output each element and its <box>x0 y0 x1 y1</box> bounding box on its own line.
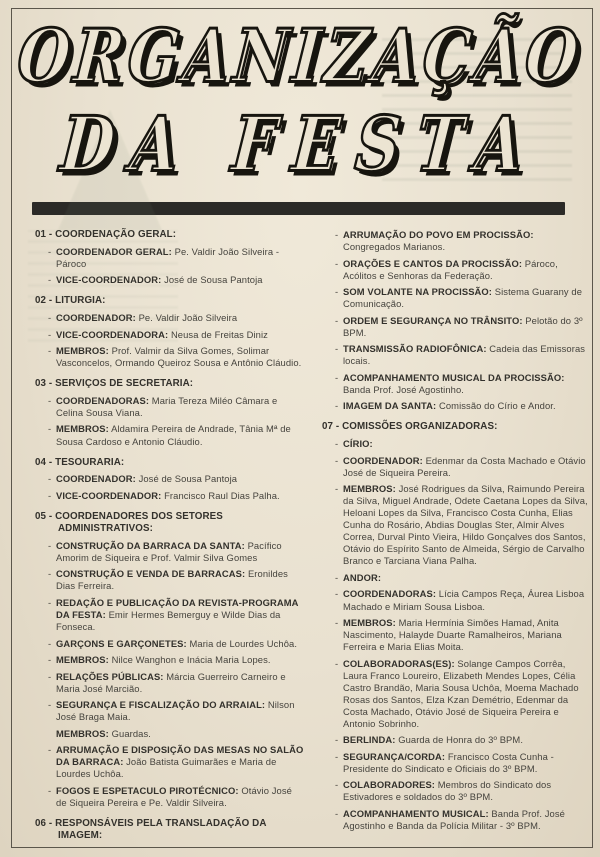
item-dash: - <box>48 637 52 649</box>
list-item <box>48 699 305 723</box>
item-dash: - <box>335 779 339 791</box>
item-dash: - <box>48 568 52 580</box>
section-title-separator: - <box>46 295 56 307</box>
item-label: VICE-COORDENADOR: <box>56 489 162 501</box>
item-dash: - <box>48 274 52 286</box>
item-label: TRANSMISSÃO RADIOFÔNICA: <box>343 343 487 355</box>
item-text: Membros do Sindicato dos Estivadores e soldados do 3º BPM. <box>343 779 552 803</box>
list-item <box>48 345 305 369</box>
section <box>35 229 305 286</box>
item-text: Edenmar da Costa Machado e Otávio José de Siqueira Pereira. <box>343 454 586 478</box>
list-item <box>48 744 305 780</box>
section-number: 02 <box>35 295 47 307</box>
section-number: 05 <box>35 510 47 522</box>
item-label: ORDEM E SEGURANÇA NO TRÂNSITO: <box>343 314 523 326</box>
item-label: COLABORADORAS(ES): <box>343 657 455 669</box>
list-item <box>48 654 305 666</box>
item-text: Congregados Marianos. <box>343 241 446 253</box>
list-item <box>48 329 305 341</box>
item-text: João Batista Guimarães e Maria de Lourdes Uchôa. <box>56 756 277 780</box>
item-dash: - <box>335 400 339 412</box>
section-title-text: COORDENADORES DOS SETORES ADMINISTRATIVOS: <box>55 510 223 535</box>
item-label: RELAÇÕES PÚBLICAS: <box>56 670 164 682</box>
item-text: Otávio José de Siqueira Pereira e Pe. Valdir Silveira. <box>56 784 292 808</box>
item-text: Guardas. <box>111 727 151 739</box>
item-text: Lícia Campos Reça, Áurea Lisboa Machado e Miriam Sousa Lisboa. <box>343 588 585 612</box>
item-label: FOGOS E ESPETACULO PIROTÉCNICO: <box>56 784 239 796</box>
item-dash: - <box>48 423 52 435</box>
item-text: Pe. Valdir João Silveira - Pároco <box>56 245 280 269</box>
section-number: 07 <box>322 421 334 433</box>
section-title <box>322 421 592 433</box>
section-items <box>48 395 305 448</box>
section-title-text: RESPONSÁVEIS PELA TRANSLADAÇÃO DA IMAGEM: <box>55 817 267 842</box>
item-dash: - <box>335 750 339 762</box>
item-dash: - <box>48 744 52 756</box>
section-title <box>35 295 305 307</box>
item-text: Comissão do Círio e Andor. <box>438 400 556 412</box>
list-item <box>335 617 592 653</box>
list-item <box>335 258 592 282</box>
item-label: CONSTRUÇÃO E VENDA DE BARRACAS: <box>56 568 246 580</box>
section <box>35 295 305 369</box>
section-title-text: COMISSÕES ORGANIZADORAS: <box>342 421 498 433</box>
item-text: Márcia Guerreiro Carneiro e Maria José Marcião. <box>56 670 286 694</box>
item-label: COORDENADOR GERAL: <box>56 245 172 257</box>
item-text: Maria Tereza Miléo Câmara e Celina Sousa Viana. <box>56 394 278 418</box>
item-dash: - <box>335 454 339 466</box>
item-label: ACOMPANHAMENTO MUSICAL: <box>343 807 489 819</box>
item-label: VICE-COORDENADORA: <box>56 328 169 340</box>
list-item <box>335 229 592 253</box>
item-label: SEGURANÇA/CORDA: <box>343 750 446 762</box>
list-item <box>48 568 305 592</box>
section-title-separator: - <box>46 229 56 240</box>
list-item <box>48 423 305 447</box>
item-dash: - <box>48 328 52 340</box>
item-text: Francisco Costa Cunha - Presidente do Sindicato e Oficiais do 3º BPM. <box>343 750 554 774</box>
right-column <box>322 224 592 844</box>
item-label: ARRUMAÇÃO DO POVO EM PROCISSÃO: <box>343 229 534 240</box>
section <box>35 511 305 809</box>
item-dash: - <box>335 229 339 240</box>
item-label: SOM VOLANTE NA PROCISSÃO: <box>343 286 493 298</box>
item-text: Prof. Valmir da Silva Gomes, Solimar Vasconcelos, Ormando Queiroz Sousa e Antônio Cláudio. <box>56 345 302 369</box>
section-items <box>335 438 592 832</box>
section-title-separator: - <box>46 456 56 468</box>
item-label: MEMBROS: <box>56 345 109 357</box>
item-dash: - <box>335 438 339 450</box>
item-text: José de Sousa Pantoja <box>164 274 263 286</box>
list-item <box>48 728 305 740</box>
item-text: Maria Hermínia Simões Hamad, Anita Nascimento, Halayde Duarte Ramalheiros, Mariana Ferreira e Maria Elias Moita. <box>343 617 562 653</box>
list-item <box>48 490 305 502</box>
section-number: 01 <box>35 229 47 240</box>
section-title-text: LITURGIA: <box>55 295 106 307</box>
list-item <box>48 473 305 485</box>
item-dash: - <box>335 371 339 383</box>
item-text: Pacífico Amorim de Siqueira e Prof. Valmir Silva Gomes <box>56 539 282 563</box>
page-title-line-2: DA FESTA <box>56 99 544 189</box>
item-label: MEMBROS: <box>56 654 109 666</box>
item-dash: - <box>335 657 339 669</box>
item-text: Pároco, Acólitos e Senhoras da Federação. <box>343 257 558 281</box>
list-item <box>335 438 592 450</box>
section <box>322 421 592 832</box>
item-dash: - <box>48 394 52 406</box>
item-text: Maria de Lourdes Uchôa. <box>189 637 298 649</box>
item-label: ORAÇÕES E CANTOS DA PROCISSÃO: <box>343 257 523 269</box>
item-text: Guarda de Honra do 3º BPM. <box>398 734 524 746</box>
item-text: Banda Prof. José Agostinho e Banda da Polícia Militar - 3º BPM. <box>343 807 565 832</box>
item-label: COORDENADOR: <box>56 473 136 485</box>
item-text: Banda Prof. José Agostinho. <box>343 383 465 395</box>
list-item <box>48 638 305 650</box>
list-item <box>48 395 305 419</box>
list-item <box>48 597 305 633</box>
item-dash: - <box>48 539 52 551</box>
item-dash: - <box>48 699 52 711</box>
content-columns <box>0 215 600 844</box>
item-dash: - <box>48 345 52 357</box>
item-text: Emir Hermes Bemerguy e Wilde Dias da Fonseca. <box>56 608 281 632</box>
list-item <box>335 286 592 310</box>
item-dash: - <box>48 596 52 608</box>
item-text: Neusa de Freitas Diniz <box>170 328 268 340</box>
item-text: Pe. Valdir João Silveira <box>138 312 238 324</box>
list-item <box>48 246 305 270</box>
item-label: ARRUMAÇÃO E DISPOSIÇÃO DAS MESAS NO SALÃO DA BARRACA: <box>56 744 304 768</box>
item-label: GARÇONS E GARÇONETES: <box>56 637 187 649</box>
item-dash: - <box>48 245 52 257</box>
item-label: SEGURANÇA E FISCALIZAÇÃO DO ARRAIAL: <box>56 699 266 711</box>
item-label: IMAGEM DA SANTA: <box>343 400 437 412</box>
list-item <box>335 483 592 567</box>
section-items <box>48 312 305 369</box>
item-text: Cadeia das Emissoras locais. <box>343 343 586 367</box>
item-dash: - <box>335 257 339 269</box>
item-dash: - <box>48 654 52 666</box>
item-label: COORDENADORAS: <box>343 588 437 600</box>
item-dash: - <box>335 314 339 326</box>
list-item <box>335 808 592 832</box>
masthead <box>0 0 600 189</box>
list-item <box>335 588 592 612</box>
section-title-text: TESOURARIA: <box>55 456 125 468</box>
section-title <box>35 818 305 842</box>
list-item <box>48 312 305 324</box>
item-label: BERLINDA: <box>343 734 396 746</box>
item-text: Aldamira Pereira de Andrade, Tânia Mª de Sousa Cardoso e Antonio Cláudio. <box>56 423 291 447</box>
section-number: 04 <box>35 456 47 468</box>
item-dash: - <box>335 571 339 583</box>
item-text: Sistema Guarany de Comunicação. <box>343 286 583 310</box>
section-title-separator: - <box>333 421 343 433</box>
item-dash: - <box>48 489 52 501</box>
section <box>35 378 305 447</box>
page-title-line-1: ORGANIZAÇÃO <box>14 14 586 100</box>
section-items <box>48 473 305 502</box>
list-item <box>48 671 305 695</box>
list-item <box>335 734 592 746</box>
item-text: Pelotão do 3º BPM. <box>343 314 583 338</box>
list-item <box>48 540 305 564</box>
section-title <box>35 229 305 241</box>
item-label: ACOMPANHAMENTO MUSICAL DA PROCISSÃO: <box>343 371 565 383</box>
list-item <box>48 785 305 809</box>
list-item <box>335 315 592 339</box>
list-item <box>335 372 592 396</box>
section <box>35 818 305 842</box>
item-label: COLABORADORES: <box>343 779 436 791</box>
item-label: MEMBROS: <box>56 423 109 435</box>
item-dash: - <box>335 483 339 495</box>
item-label: MEMBROS: <box>343 617 396 629</box>
item-dash: - <box>48 473 52 485</box>
list-item <box>335 400 592 412</box>
item-label: COORDENADOR: <box>56 312 136 324</box>
section-title-text: SERVIÇOS DE SECRETARIA: <box>55 378 194 390</box>
item-label: VICE-COORDENADOR: <box>56 274 162 286</box>
item-label: MEMBROS: <box>343 483 396 495</box>
list-item <box>335 572 592 584</box>
list-item <box>48 274 305 286</box>
item-dash: - <box>335 807 339 819</box>
item-dash: - <box>48 784 52 796</box>
section-number: 03 <box>35 378 47 390</box>
divider-bar <box>32 202 565 215</box>
item-dash: - <box>335 734 339 746</box>
item-label: CÍRIO: <box>343 438 373 450</box>
item-dash: - <box>335 286 339 298</box>
item-dash: - <box>335 588 339 600</box>
item-dash: - <box>335 343 339 355</box>
item-text: José de Sousa Pantoja <box>138 473 238 485</box>
left-column <box>35 224 305 844</box>
item-text: Nilce Wanghon e Inácia Maria Lopes. <box>111 654 271 666</box>
section-title-separator: - <box>46 378 56 390</box>
item-label: ANDOR: <box>343 571 382 583</box>
item-dash: - <box>48 670 52 682</box>
list-item <box>335 751 592 775</box>
item-label: REDAÇÃO E PUBLICAÇÃO DA REVISTA-PROGRAMA DA FESTA: <box>56 596 299 620</box>
item-label: COORDENADORAS: <box>56 394 150 406</box>
item-label: COORDENADOR: <box>343 454 423 466</box>
list-item <box>335 343 592 367</box>
item-label: MEMBROS: <box>56 727 109 739</box>
section-items <box>48 246 305 287</box>
section-title-text: COORDENAÇÃO GERAL: <box>55 229 177 240</box>
item-text: Solange Campos Corrêa, Laura Franco Loureiro, Elizabeth Mendes Lopes, Célia Castro Brandão, Maria Sousa Uchôa, Moema Machado Rosas dos Santos, Elza Kzan Demétrio, Edenmar da Costa Machado, Otávio José de Siqueira Pereira e Antonio Sobrinho. <box>343 657 579 729</box>
section-items <box>48 540 305 809</box>
section-number: 06 <box>35 817 47 829</box>
section-title <box>35 511 305 535</box>
item-dash: - <box>48 312 52 324</box>
item-dash: - <box>335 617 339 629</box>
item-text: Eronildes Dias Ferreira. <box>56 568 288 592</box>
section-title-separator: - <box>46 510 56 522</box>
item-text: Francisco Raul Dias Palha. <box>164 489 280 501</box>
item-text: Nilson José Braga Maia. <box>56 699 295 723</box>
section-title <box>35 457 305 469</box>
continued-items <box>335 229 592 412</box>
item-text: José Rodrigues da Silva, Raimundo Pereira da Silva, Miguel Andrade, Odete Caetana Lopes da Silva, Heloani Lopes da Silva, Francisco Costa Cunha, Elias Cunha do Rosário, Abdias Douglas Ster, Almir Alves Correa, Durval Pinto Vieira, Hildo Gonçalves dos Santos, Otávio do Espírito Santo de Almeida, Sérgio de Carvalho Branco e Tarciana Viana Palha. <box>343 483 588 567</box>
section-title-separator: - <box>46 817 56 829</box>
item-label: CONSTRUÇÃO DA BARRACA DA SANTA: <box>56 539 245 551</box>
list-item <box>335 658 592 730</box>
list-item <box>335 779 592 803</box>
section <box>35 457 305 502</box>
section-title <box>35 378 305 390</box>
list-item <box>335 455 592 479</box>
